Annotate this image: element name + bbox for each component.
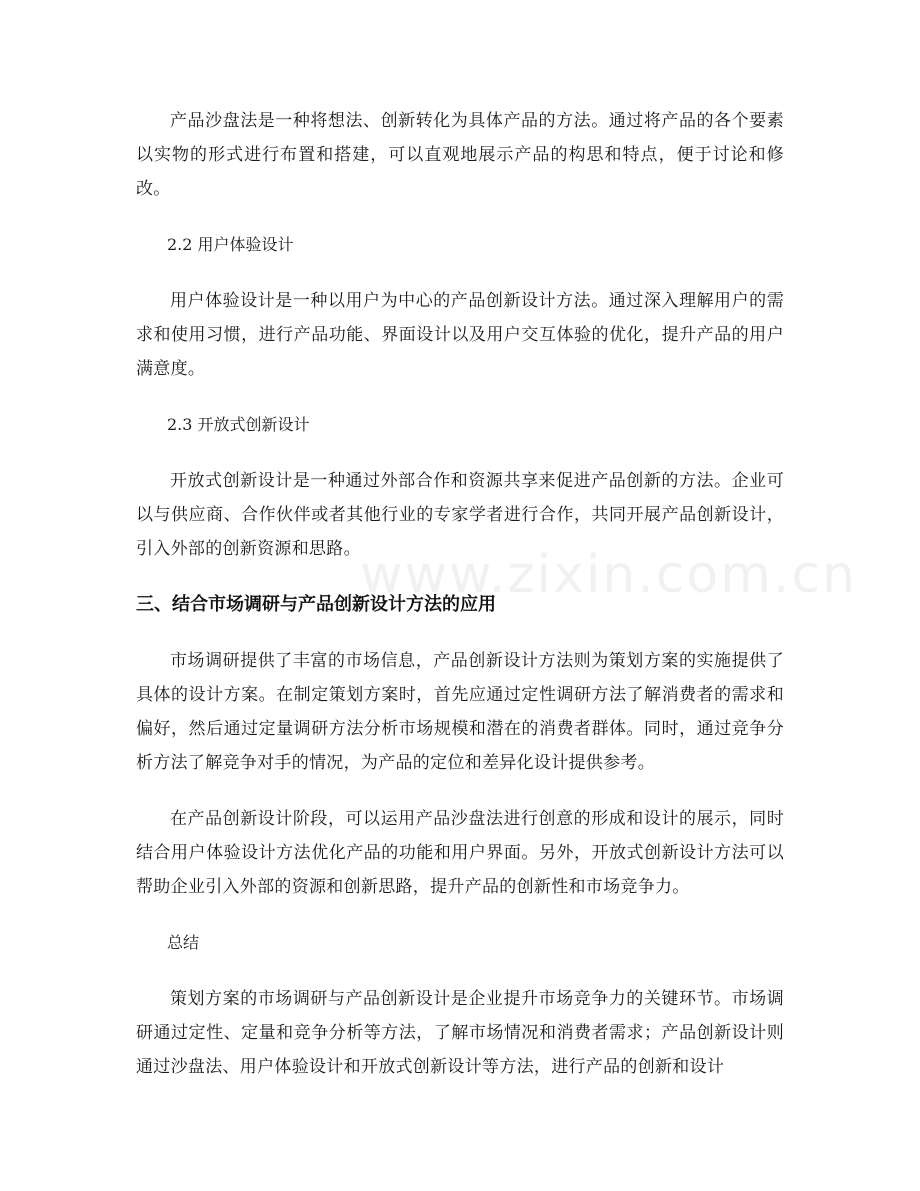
paragraph-user-experience: 用户体验设计是一种以用户为中心的产品创新设计方法。通过深入理解用户的需求和使用习惯，进行产品功能、界面设计以及用户交互体验的优化，提升产品的用户满意度。 [136, 291, 784, 379]
subheading-open-innovation: 2.3 开放式创新设计 [167, 415, 310, 434]
paragraph-open-innovation: 开放式创新设计是一种通过外部合作和资源共享来促进产品创新的方法。企业可以与供应商、合作伙伴或者其他行业的专家学者进行合作，共同开展产品创新设计，引入外部的创新资源和思路。 [136, 471, 784, 559]
watermark: www.zixin.com.cn [360, 545, 857, 605]
paragraph-sandbox-method: 产品沙盘法是一种将想法、创新转化为具体产品的方法。通过将产品的各个要素以实物的形式进行布置和搭建，可以直观地展示产品的构思和特点，便于讨论和修改。 [136, 111, 784, 199]
paragraph-summary: 策划方案的市场调研与产品创新设计是企业提升市场竞争力的关键环节。市场调研通过定性、定量和竞争分析等方法，了解市场情况和消费者需求；产品创新设计则通过沙盘法、用户体验设计和开放式创新设计等方法，进行产品的创新和设计 [136, 989, 784, 1077]
subheading-user-experience: 2.2 用户体验设计 [167, 235, 294, 254]
summary-heading: 总结 [167, 933, 200, 952]
paragraph-application-research: 市场调研提供了丰富的市场信息，产品创新设计方法则为策划方案的实施提供了具体的设计方案。在制定策划方案时，首先应通过定性调研方法了解消费者的需求和偏好，然后通过定量调研方法分析市场规模和潜在的消费者群体。同时，通过竞争分析方法了解竞争对手的情况，为产品的定位和差异化设计提供参考。 [136, 651, 784, 773]
section-heading-application: 三、结合市场调研与产品创新设计方法的应用 [136, 594, 496, 615]
document-body [136, 104, 784, 1106]
paragraph-application-design: 在产品创新设计阶段，可以运用产品沙盘法进行创意的形成和设计的展示，同时结合用户体验设计方法优化产品的功能和用户界面。另外，开放式创新设计方法可以帮助企业引入外部的资源和创新思路，提升产品的创新性和市场竞争力。 [136, 809, 784, 897]
